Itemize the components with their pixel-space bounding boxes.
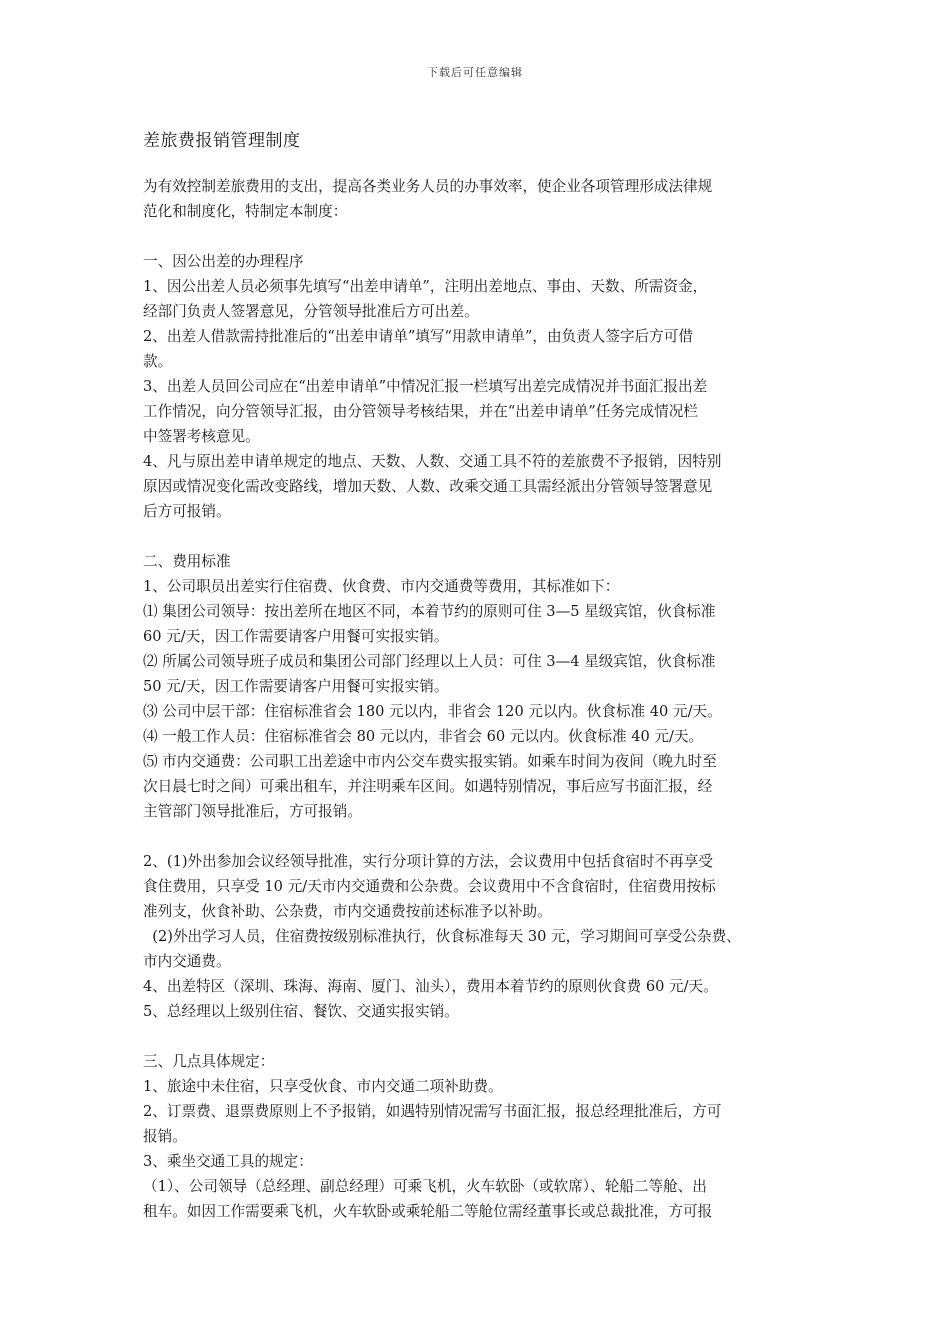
paragraph-line: ⑵ 所属公司领导班子成员和集团公司部门经理以上人员：可住 3—4 星级宾馆，伙食标准 <box>143 653 716 670</box>
paragraph-line: 市内交通费。 <box>143 953 231 970</box>
document-title: 差旅费报销管理制度 <box>143 131 301 151</box>
paragraph-line: 次日晨七时之间）可乘出租车，并注明乘车区间。如遇特别情况，事后应写书面汇报，经 <box>143 778 713 795</box>
spacer <box>143 824 823 849</box>
section-heading: 一、因公出差的办理程序 <box>143 253 304 270</box>
paragraph-line: 中签署考核意见。 <box>143 428 260 445</box>
paragraph-line: ⑷ 一般工作人员：住宿标准省会 80 元以内，非省会 60 元以内。伙食标准 40 元/天。 <box>143 728 704 745</box>
paragraph-line: ⑶ 公司中层干部：住宿标准省会 180 元以内，非省会 120 元以内。伙食标准 40 元/天。 <box>143 703 722 720</box>
paragraph-line: 3、乘坐交通工具的规定： <box>143 1153 313 1170</box>
paragraph-line: 经部门负责人签署意见，分管领导批准后方可出差。 <box>143 303 479 320</box>
paragraph-line: 租车。如因工作需要乘飞机，火车软卧或乘轮船二等舱位需经董事长或总裁批准，方可报 <box>143 1203 713 1220</box>
page-header-note: 下载后可任意编辑 <box>427 66 523 79</box>
intro-line: 为有效控制差旅费用的支出，提高各类业务人员的办事效率，使企业各项管理形成法律规 <box>143 178 713 195</box>
document-body <box>143 174 823 1224</box>
spacer <box>143 224 823 249</box>
paragraph-line: 2、出差人借款需持批准后的“出差申请单”填写“用款申请单”，由负责人签字后方可借 <box>143 328 693 345</box>
paragraph-line: （1）、公司领导（总经理、副总经理）可乘飞机，火车软卧（或软席）、轮船二等舱、出 <box>143 1178 707 1195</box>
spacer <box>143 1024 823 1049</box>
paragraph-line: 食住费用，只享受 10 元/天市内交通费和公杂费。会议费用中不含食宿时，住宿费用按标 <box>143 878 716 895</box>
paragraph-line: 4、凡与原出差申请单规定的地点、天数、人数、交通工具不符的差旅费不予报销，因特别 <box>143 453 722 470</box>
spacer <box>143 524 823 549</box>
paragraph-line: 工作情况，向分管领导汇报，由分管领导考核结果，并在“出差申请单”任务完成情况栏 <box>143 403 698 420</box>
paragraph-line: 2、订票费、退票费原则上不予报销，如遇特别情况需写书面汇报，报总经理批准后，方可 <box>143 1103 722 1120</box>
paragraph-line: 3、出差人员回公司应在“出差申请单”中情况汇报一栏填写出差完成情况并书面汇报出差 <box>143 378 708 395</box>
paragraph-line: 1、因公出差人员必须事先填写“出差申请单”，注明出差地点、事由、天数、所需资金， <box>143 278 708 295</box>
paragraph-line: 原因或情况变化需改变路线，增加天数、人数、改乘交通工具需经派出分管领导签署意见 <box>143 478 713 495</box>
paragraph-line: 1、旅途中未住宿，只享受伙食、市内交通二项补助费。 <box>143 1078 503 1095</box>
intro-line: 范化和制度化，特制定本制度： <box>143 203 348 220</box>
paragraph-line: 1、公司职员出差实行住宿费、伙食费、市内交通费等费用，其标准如下： <box>143 578 620 595</box>
paragraph-line: (2)外出学习人员，住宿费按级别标准执行，伙食标准每天 30 元，学习期间可享受公杂费、 <box>143 928 741 945</box>
paragraph-line: ⑴ 集团公司领导：按出差所在地区不同，本着节约的原则可住 3—5 星级宾馆，伙食标准 <box>143 603 716 620</box>
paragraph-line: 准列支，伙食补助、公杂费，市内交通费按前述标准予以补助。 <box>143 903 552 920</box>
paragraph-line: 主管部门领导批准后，方可报销。 <box>143 803 362 820</box>
paragraph-line: 60 元/天，因工作需要请客户用餐可实报实销。 <box>143 628 449 645</box>
paragraph-line: 4、出差特区（深圳、珠海、海南、厦门、汕头），费用本着节约的原则伙食费 60 元/天。 <box>143 978 718 995</box>
section-heading: 二、费用标准 <box>143 553 231 570</box>
paragraph-line: 2、(1)外出参加会议经领导批准，实行分项计算的方法，会议费用中包括食宿时不再享受 <box>143 853 713 870</box>
paragraph-line: 后方可报销。 <box>143 503 231 520</box>
paragraph-line: 5、总经理以上级别住宿、餐饮、交通实报实销。 <box>143 1003 459 1020</box>
section-heading: 三、几点具体规定： <box>143 1053 275 1070</box>
paragraph-line: 款。 <box>143 353 173 370</box>
paragraph-line: ⑸ 市内交通费：公司职工出差途中市内公交车费实报实销。如乘车时间为夜间（晚九时至 <box>143 753 717 770</box>
paragraph-line: 50 元/天，因工作需要请客户用餐可实报实销。 <box>143 678 449 695</box>
paragraph-line: 报销。 <box>143 1128 187 1145</box>
